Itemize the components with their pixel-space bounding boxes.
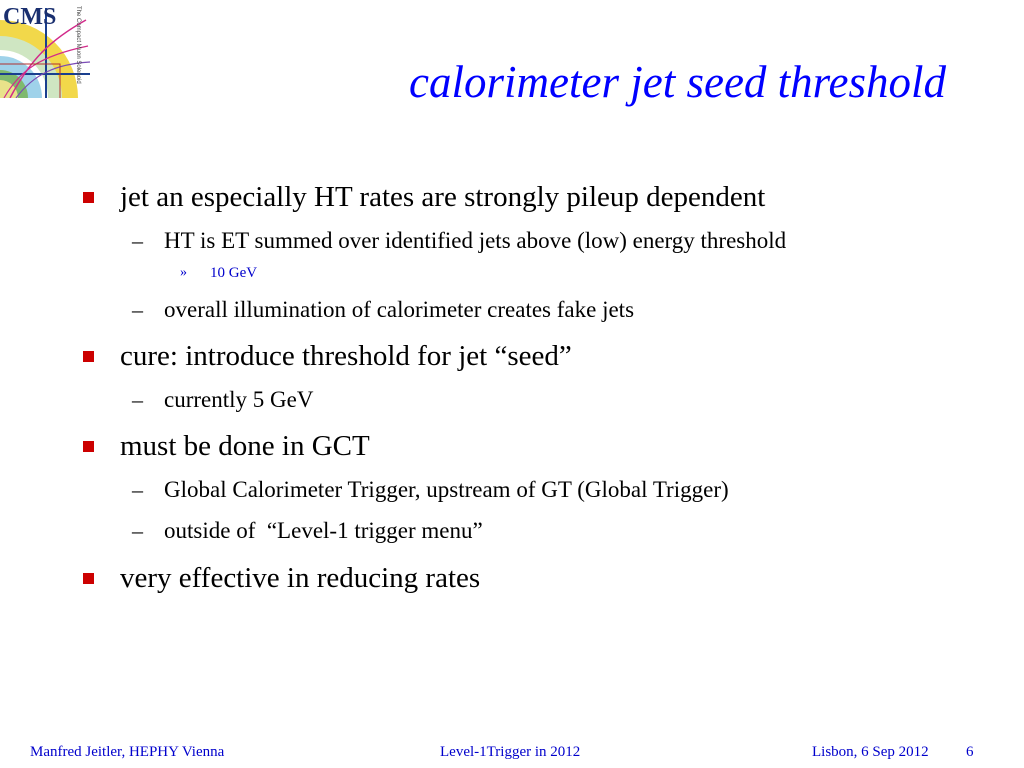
footer-author: Manfred Jeitler, HEPHY Vienna [30, 744, 225, 760]
guillemet-icon: » [180, 265, 187, 280]
bullet-item: jet an especially HT rates are strongly pileup dependent [120, 181, 766, 213]
bullet-square-icon [83, 351, 94, 362]
sub-sub-bullet-item: 10 GeV [210, 265, 258, 281]
bullet-square-icon [83, 441, 94, 452]
bullet-square-icon [83, 573, 94, 584]
bullet-square-icon [83, 192, 94, 203]
dash-icon: – [132, 297, 143, 322]
footer-talk-title: Level-1Trigger in 2012 [440, 744, 581, 760]
cms-logo-caption: The Compact Muon Solenoid [75, 6, 81, 84]
slide-title: calorimeter jet seed threshold [409, 57, 946, 107]
dash-icon: – [132, 228, 143, 253]
sub-bullet-item: Global Calorimeter Trigger, upstream of GT (Global Trigger) [164, 477, 729, 502]
bullet-item: must be done in GCT [120, 430, 370, 462]
footer-venue-date: Lisbon, 6 Sep 2012 [812, 744, 929, 760]
cms-logo-text: CMS [3, 4, 57, 30]
sub-bullet-item: overall illumination of calorimeter creates fake jets [164, 297, 635, 322]
sub-bullet-item: outside of “Level-1 trigger menu” [164, 518, 483, 543]
sub-bullet-item: currently 5 GeV [164, 387, 314, 412]
bullet-item: very effective in reducing rates [120, 562, 481, 594]
bullet-item: cure: introduce threshold for jet “seed” [120, 340, 572, 372]
sub-bullet-item: HT is ET summed over identified jets above (low) energy threshold [164, 228, 787, 253]
footer-page-number: 6 [966, 744, 974, 760]
dash-icon: – [132, 477, 143, 502]
dash-icon: – [132, 518, 143, 543]
dash-icon: – [132, 387, 143, 412]
